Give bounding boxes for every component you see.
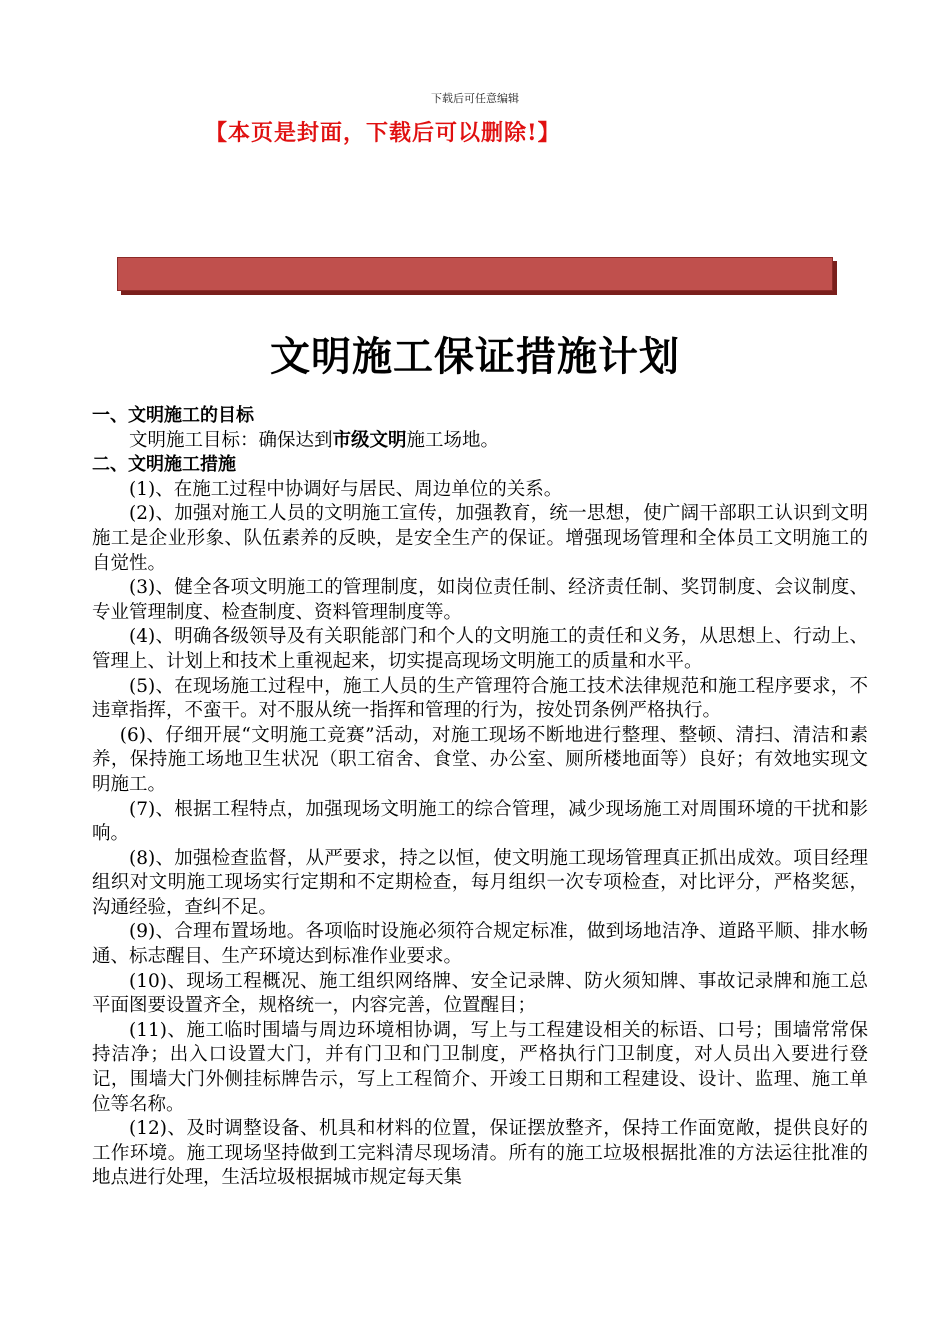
section1-heading: 一、文明施工的目标 — [92, 405, 254, 426]
measure-item-9: (9)、合理布置场地。各项临时设施必须符合规定标准，做到场地洁净、道路平顺、排水畅通、标志醒目、生产环境达到标准作业要求。 — [92, 921, 868, 968]
section1-goal — [92, 429, 868, 454]
goal-bold-text: 市级文明 — [332, 429, 407, 451]
measure-item-2: (2)、加强对施工人员的文明施工宣传，加强教育，统一思想，使广阔干部职工认识到文明施工是企业形象、队伍素养的反映，是安全生产的保证。增强现场管理和全体员工文明施工的自觉性。 — [92, 503, 868, 574]
measure-item-11: (11)、施工临时围墙与周边环境相协调，写上与工程建设相关的标语、口号；围墙常常保持洁净；出入口设置大门，并有门卫和门卫制度，严格执行门卫制度，对人员出入要进行登记，围墙大门外侧挂标牌告示，写上工程简介、开竣工日期和工程建设、设计、监理、施工单位等名称。 — [92, 1019, 868, 1115]
document-body — [92, 404, 868, 1191]
measure-item-8: (8)、加强检查监督，从严要求，持之以恒，使文明施工现场管理真正抓出成效。项目经理组织对文明施工现场实行定期和不定期检查，每月组织一次专项检查，对比评分，严格奖惩，沟通经验，查纠不足。 — [92, 847, 868, 918]
measure-item-1: (1)、在施工过程中协调好与居民、周边单位的关系。 — [129, 478, 563, 500]
goal-suffix: 施工场地。 — [406, 429, 500, 451]
measure-item-3: (3)、健全各项文明施工的管理制度，如岗位责任制、经济责任制、奖罚制度、会议制度、专业管理制度、检查制度、资料管理制度等。 — [92, 577, 868, 623]
measure-item-7: (7)、根据工程特点，加强现场文明施工的综合管理，减少现场施工对周围环境的干扰和影响。 — [92, 798, 868, 845]
document-title: 文明施工保证措施计划 — [270, 334, 680, 380]
measure-item-4: (4)、明确各级领导及有关职能部门和个人的文明施工的责任和义务，从思想上、行动上、管理上、计划上和技术上重视起来，切实提高现场文明施工的质量和水平。 — [92, 626, 868, 672]
cover-notice: 【本页是封面，下载后可以删除!】 — [205, 120, 561, 146]
goal-prefix: 文明施工目标：确保达到 — [129, 429, 333, 451]
section2-heading: 二、文明施工措施 — [92, 454, 236, 476]
measure-item-6: (6)、仔细开展“文明施工竞赛”活动，对施工现场不断地进行整理、整顿、清扫、清洁和素养，保持施工场地卫生状况（职工宿舍、食堂、办公室、厕所楼地面等）良好；有效地实现文明施工。 — [92, 724, 868, 795]
measure-item-12: (12)、及时调整设备、机具和材料的位置，保证摆放整齐，保持工作面宽敞，提供良好的工作环境。施工现场坚持做到工完料清尽现场清。所有的施工垃圾根据批准的方法运往批准的地点进行处理，生活垃圾根据城市规定每天集 — [92, 1118, 868, 1189]
decorative-red-banner — [117, 257, 833, 291]
measure-item-5: (5)、在现场施工过程中，施工人员的生产管理符合施工技术法律规范和施工程序要求，不违章指挥，不蛮干。对不服从统一指挥和管理的行为，按处罚条例严格执行。 — [92, 675, 868, 722]
header-note: 下载后可任意编辑 — [431, 92, 519, 105]
measure-item-10: (10)、现场工程概况、施工组织网络牌、安全记录牌、防火须知牌、事故记录牌和施工总平面图要设置齐全，规格统一，内容完善，位置醒目； — [92, 970, 868, 1017]
